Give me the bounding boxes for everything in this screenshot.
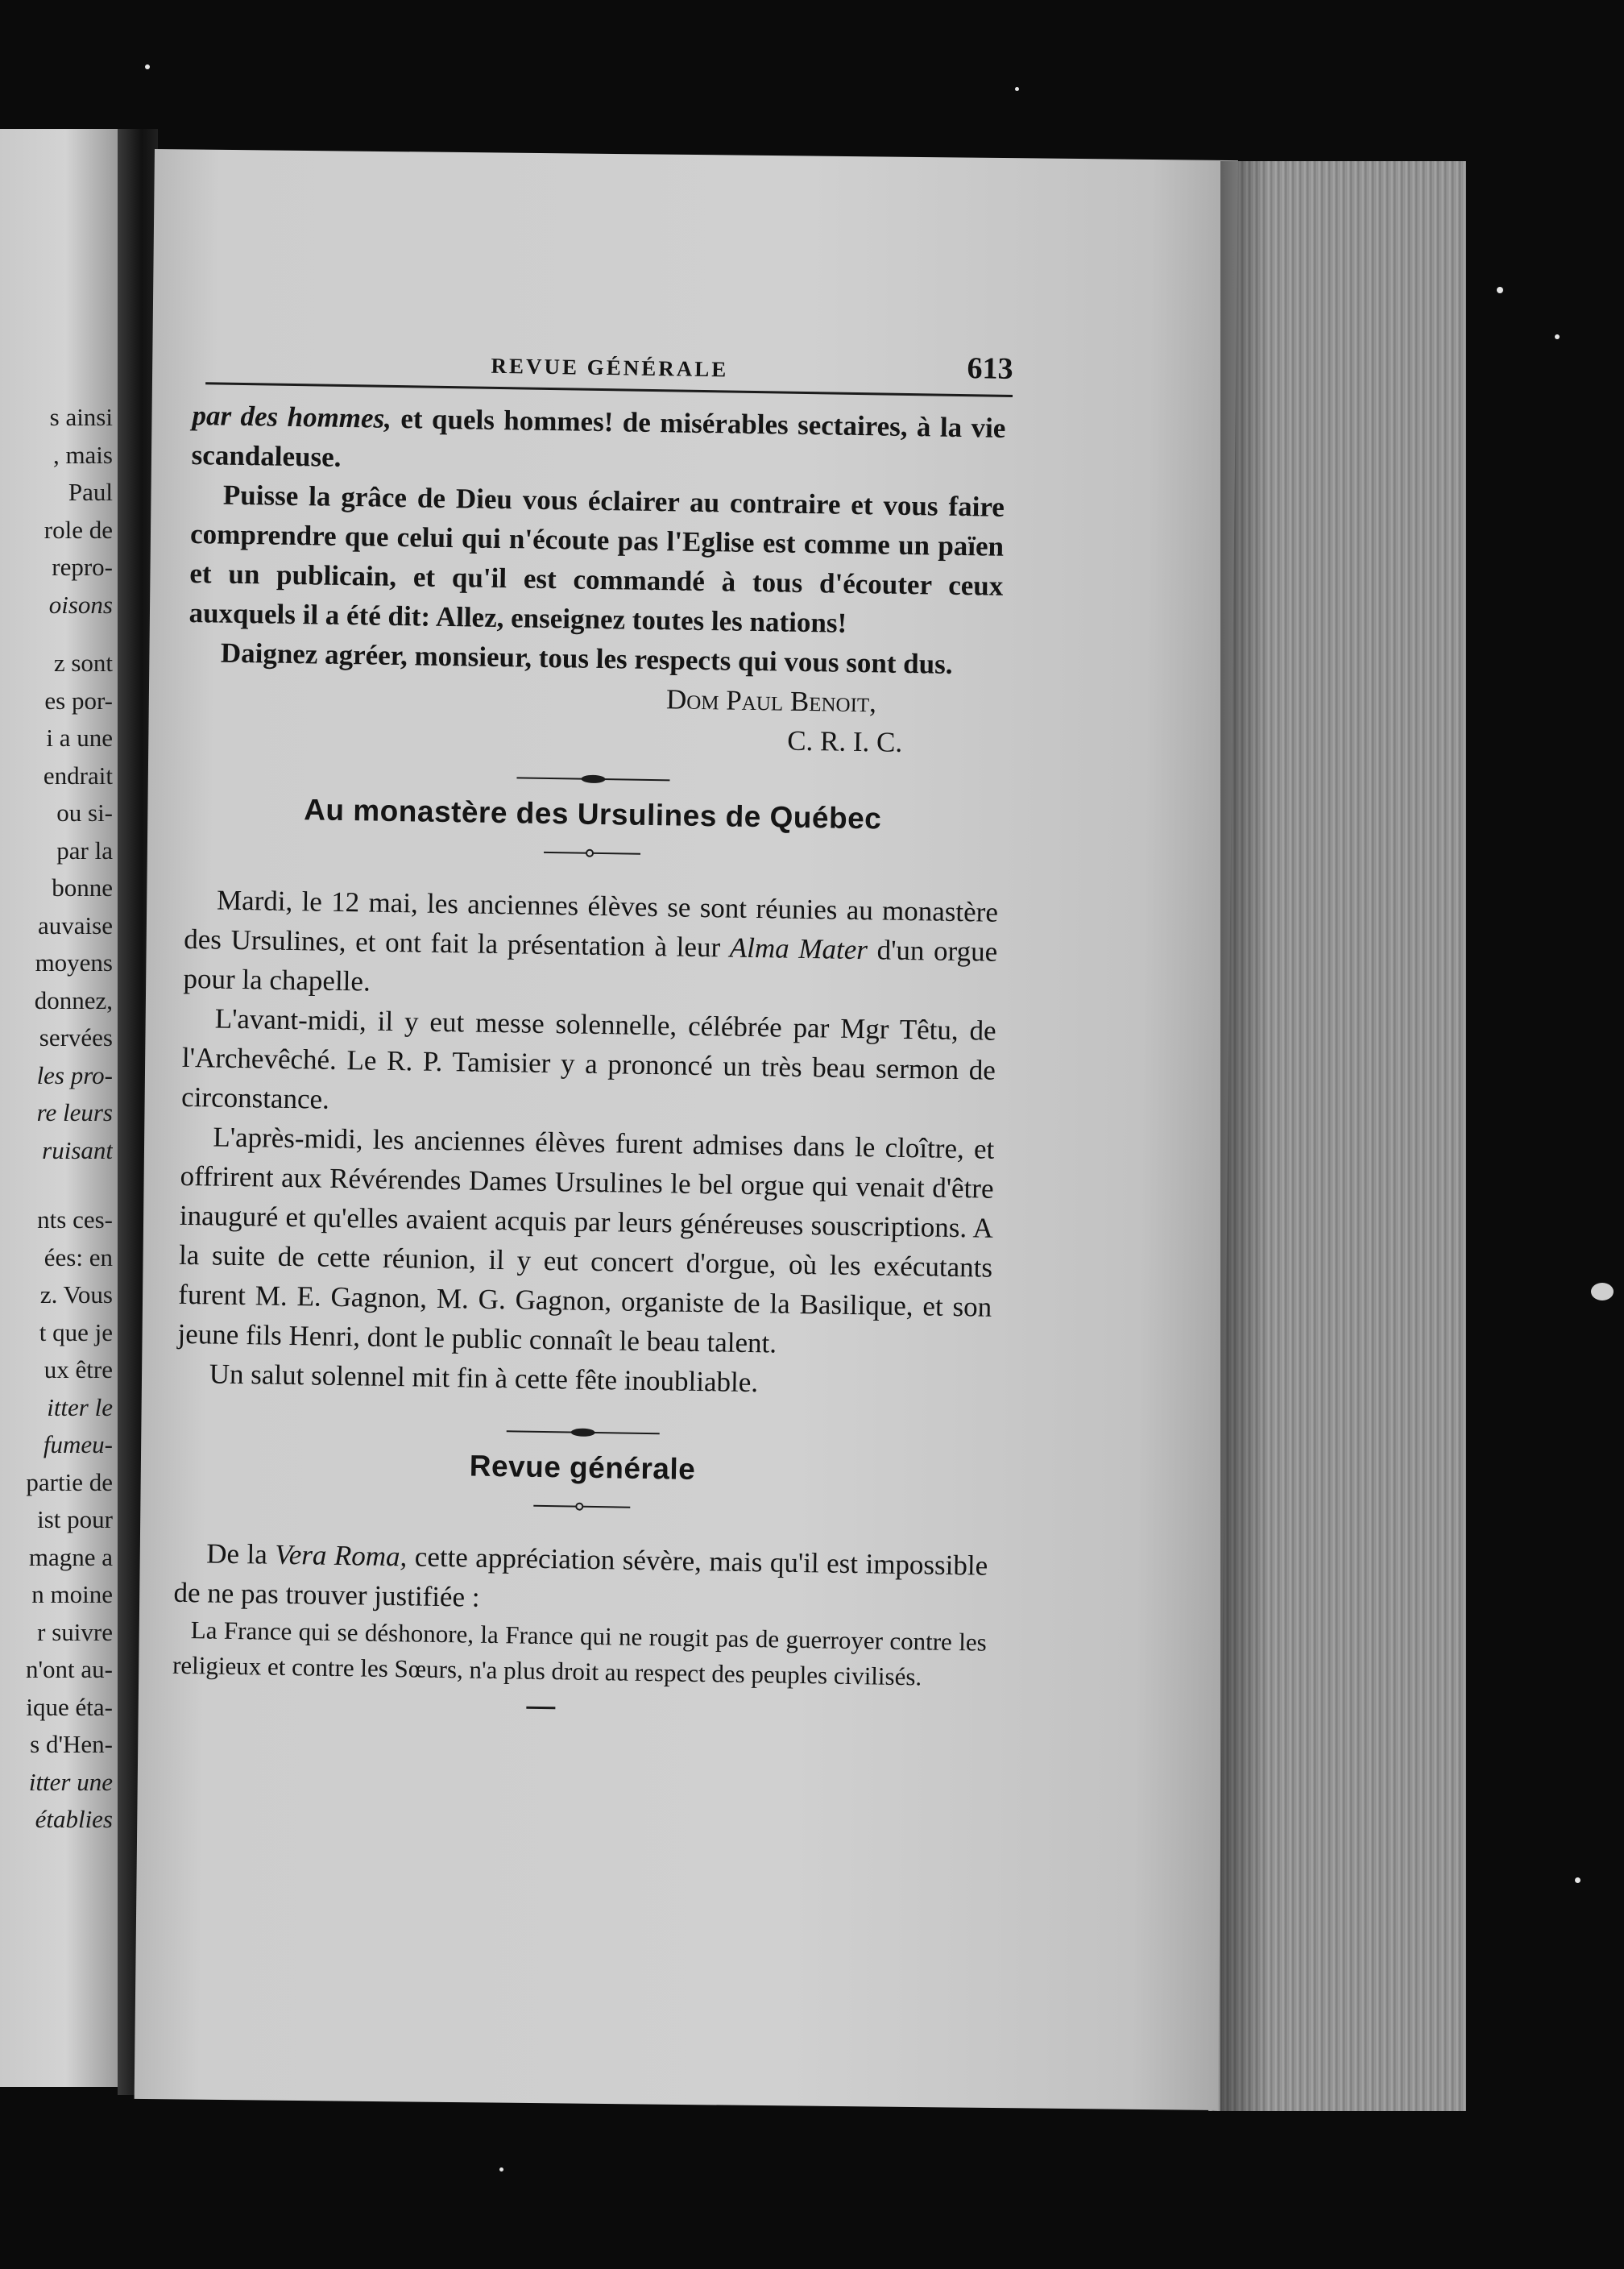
paragraph-apres-midi: L'après-midi, les anciennes élèves furent admises dans le cloître, et offrirent aux Révérendes Dames Ursulines le bel orgue qui venait d'être inauguré et qu'elles avaient acquis par leurs généreuses souscriptions. A la suite de cette réunion, il y eut concert d'orgue, où les exécutants furent M. E. Gagnon, M. G. Gagnon, organiste de la Basilique, et son jeune fils Henri, dont le public connaît le beau talent. <box>177 1121 995 1359</box>
page-number: 613 <box>967 351 1013 386</box>
vera-roma-text-a: De la <box>206 1537 276 1570</box>
left-page-fragment: i a une <box>46 724 113 752</box>
left-page-fragment: établies <box>35 1805 113 1833</box>
left-page-fragment: ist pour <box>37 1505 113 1533</box>
left-page-fragment: Paul <box>68 478 113 506</box>
left-page-fragment: s ainsi <box>49 403 113 431</box>
left-page-fragment: magne a <box>28 1542 113 1571</box>
left-page-fragment: ou si- <box>56 799 113 827</box>
left-page-fragment: re leurs <box>36 1098 113 1126</box>
paragraph-salut: Un salut solennel mit fin à cette fête inoubliable. <box>209 1358 759 1399</box>
paragraph-avant-midi: L'avant-midi, il y eut messe solennelle, célébrée par Mgr Têtu, de l'Archevêché. Le R. P. Tamisier y a prononcé un très beau sermon de circonstance. <box>180 1002 996 1115</box>
mardi-text-b: d'un orgue pour la chapelle. <box>183 934 998 998</box>
dust-speck <box>1591 1283 1614 1300</box>
left-page-fragment: auvaise <box>38 911 113 940</box>
signature-title: C. R. I. C. <box>786 724 903 758</box>
dust-speck <box>1555 334 1560 339</box>
left-page-fragment: repro- <box>52 553 113 581</box>
dust-speck <box>499 2167 503 2172</box>
quotation: La France qui se déshonore, la France qui ne rougit pas de guerroyer contre les religieux et contre les Sœurs, n'a plus droit au respect des peuples civilisés. <box>172 1616 987 1691</box>
end-dash <box>526 1707 555 1710</box>
left-page-fragment: n'ont au- <box>25 1655 113 1683</box>
opening-italic: par des hommes, <box>192 399 392 434</box>
left-page-fragment: servées <box>39 1023 113 1052</box>
alma-mater-italic: Alma Mater <box>729 931 868 966</box>
running-head-title: REVUE GÉNÉRALE <box>491 353 729 382</box>
left-page-fragment: role de <box>44 515 113 544</box>
left-page-fragment: z sont <box>53 649 113 677</box>
left-page-fragment: itter le <box>47 1392 113 1421</box>
left-page-fragment: s d'Hen- <box>30 1730 113 1758</box>
signature-name: Dom Paul Benoit, <box>665 683 877 719</box>
left-page-fragment: les pro- <box>36 1060 113 1089</box>
ornament-divider <box>507 1427 660 1437</box>
dust-speck <box>1497 287 1503 293</box>
left-page-fragment: r suivre <box>37 1617 113 1646</box>
section-title-revue: Revue générale <box>469 1449 696 1486</box>
page-edge-shadow <box>1220 161 1269 2111</box>
left-page-fragment: fumeu- <box>43 1430 113 1458</box>
left-page-fragment: ées: en <box>44 1242 113 1271</box>
left-page-fragment: donnez, <box>34 985 113 1014</box>
vera-roma-text-b: cette appréciation sévère, mais qu'il est impossible de ne pas trouver justifiée : <box>173 1541 988 1613</box>
left-page-fragment: partie de <box>26 1467 113 1496</box>
small-ornament <box>533 1502 630 1512</box>
left-page-fragment: es por- <box>44 686 113 715</box>
left-page-fragment: itter une <box>28 1767 113 1796</box>
left-page-fragment: oisons <box>48 590 113 619</box>
vera-roma-italic: Vera Roma, <box>275 1538 408 1573</box>
section-title-ursulines: Au monastère des Ursulines de Québec <box>303 793 882 836</box>
left-page-fragment: t que je <box>39 1317 113 1346</box>
left-page-fragment: moyens <box>35 948 113 977</box>
dust-speck <box>1015 87 1019 91</box>
paragraph-daignez: Daignez agréer, monsieur, tous les respects qui vous sont dus. <box>220 637 953 680</box>
paragraph-puisse: Puisse la grâce de Dieu vous éclairer au contraire et vous faire comprendre que celui qui n'écoute pas l'Eglise est comme un païen et un publicain, et qu'il est commandé à tous d'écouter ceux auxquels il a été dit: Allez, enseignez toutes les nations! <box>188 479 1005 639</box>
opening-paragraph <box>191 396 1005 487</box>
paragraph-vera-roma <box>173 1533 988 1625</box>
left-page-fragment: ruisant <box>42 1135 113 1164</box>
left-page-fragment: bonne <box>52 873 113 902</box>
left-page-fragment: z. Vous <box>39 1280 113 1309</box>
left-page-fragment: ique éta- <box>26 1692 113 1721</box>
dust-speck <box>145 64 150 69</box>
left-page-fragment: n moine <box>31 1580 113 1608</box>
left-page-fragment: nts ces- <box>37 1205 113 1234</box>
left-page-fragment: par la <box>56 836 113 865</box>
small-ornament <box>544 848 640 858</box>
opening-rest: et quels hommes! de misérables sectaires, à la vie scandaleuse. <box>191 402 1006 473</box>
left-page-fragment: , mais <box>52 440 113 469</box>
mardi-text-a: Mardi, le 12 mai, les anciennes élèves se sont réunies au monastère des Ursulines, et ont fait la présentation à leur <box>183 884 999 964</box>
left-page-fragment: endrait <box>43 761 113 790</box>
ornament-divider <box>516 774 669 784</box>
page-content <box>172 338 1013 1716</box>
left-page-fragment: ux être <box>44 1355 113 1383</box>
paragraph-mardi <box>183 880 998 1011</box>
dust-speck <box>1575 1877 1580 1883</box>
